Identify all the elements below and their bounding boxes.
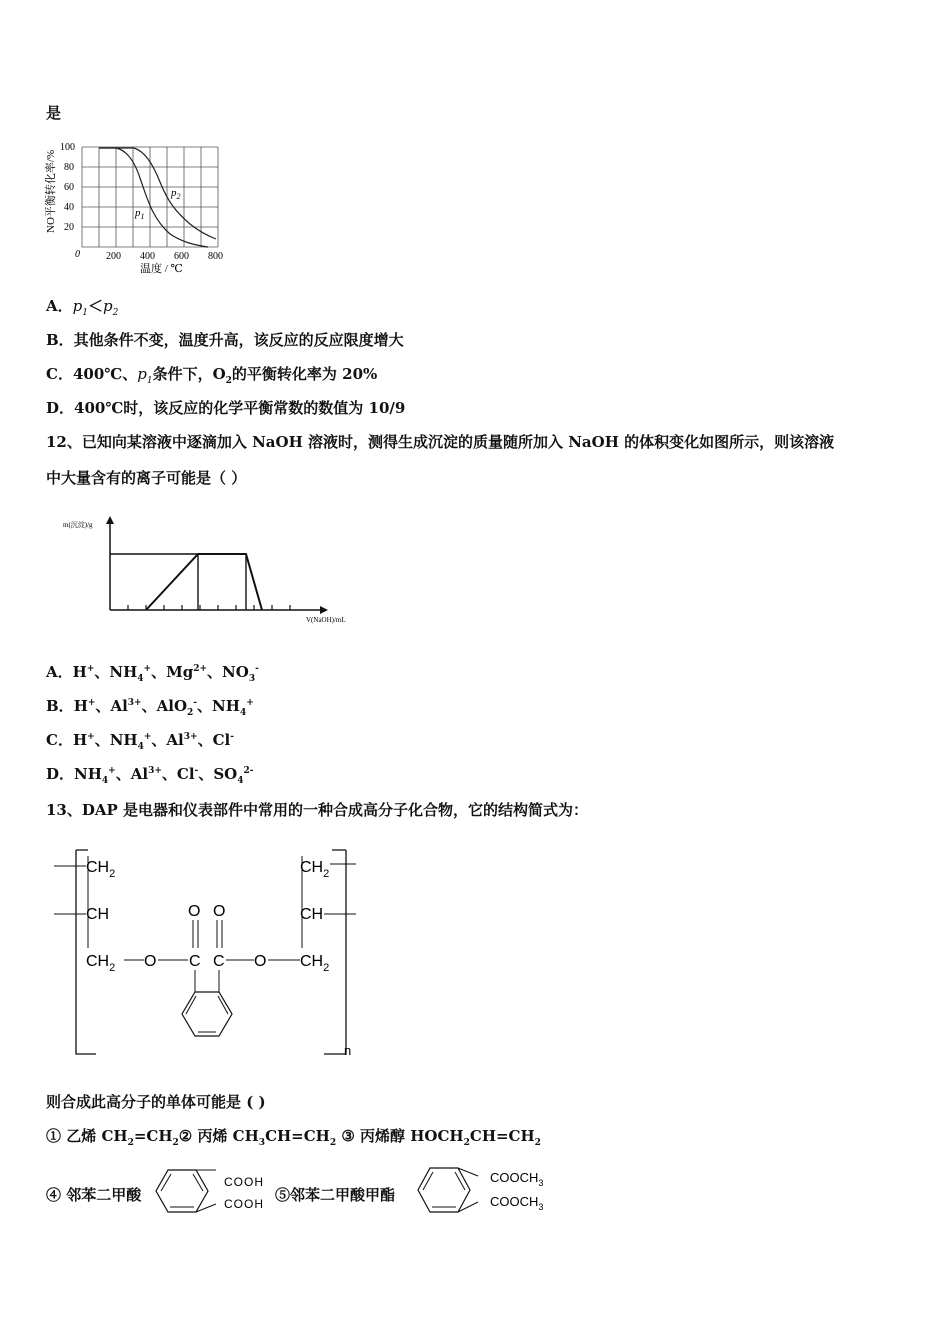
chart2-x-label: V(NaOH)/mL bbox=[306, 616, 346, 624]
q13-stem: 13、DAP 是电器和仪表部件中常用的一种合成高分子化合物，它的结构简式为： bbox=[46, 801, 589, 819]
carbonyl-o-right: O bbox=[213, 903, 226, 920]
x-tick-600: 600 bbox=[174, 251, 189, 262]
x-axis-arrow bbox=[320, 606, 328, 614]
x-tick-200: 200 bbox=[106, 251, 121, 262]
ring4-sub-bond-2 bbox=[196, 1204, 216, 1212]
left-bracket bbox=[76, 850, 96, 1054]
left-ch: CH bbox=[86, 906, 110, 923]
right-bracket bbox=[324, 850, 346, 1054]
ester-o-left: O bbox=[144, 953, 157, 970]
y-tick-40: 40 bbox=[64, 202, 74, 213]
cooh-group-2: COOH bbox=[224, 1197, 264, 1211]
y-tick-80: 80 bbox=[64, 162, 74, 173]
cooch3-group-2: $COOCH_3$ bbox=[490, 1194, 544, 1212]
q13-choices-1-3: ① 乙烯 $CH_2=CH_2②$ 丙烯 $CH_3CH=CH_2$ ③ 丙烯醇 $HOCH_2CH=CH_2$ bbox=[46, 1127, 541, 1148]
y-axis-arrow bbox=[106, 516, 114, 524]
ring5-sub-bond-1 bbox=[458, 1168, 478, 1176]
q11-option-d: D．400℃时，该反应的化学平衡常数的数值为 10/9 bbox=[46, 399, 406, 417]
top-line: 是 bbox=[46, 104, 62, 122]
q11-option-b: B．其他条件不变，温度升高，该反应的反应限度增大 bbox=[46, 331, 404, 349]
curve-p1 bbox=[99, 148, 208, 247]
precipitate-curve bbox=[146, 554, 262, 610]
q13-question: 则合成此高分子的单体可能是 ( ) bbox=[46, 1093, 266, 1111]
repeat-n: n bbox=[344, 1043, 352, 1058]
q11-option-c: C．400℃、$p_1$条件下，$O_2$的平衡转化率为 20% bbox=[46, 365, 378, 386]
q11-option-a: A．$p_1<p_2$ bbox=[46, 297, 119, 318]
chart2-y-label: m(沉淀)/g bbox=[63, 521, 93, 529]
left-ch2-top: $CH_2$ bbox=[86, 859, 116, 880]
dap-structure bbox=[50, 846, 370, 1062]
label-p2: $p_2$ bbox=[171, 187, 181, 201]
ring4-double-3 bbox=[193, 1174, 203, 1191]
dimethyl-phthalate-structure bbox=[414, 1160, 564, 1220]
choice-4-label: ④ 邻苯二甲酸 bbox=[46, 1186, 142, 1204]
left-ch2-bottom: $CH_2$ bbox=[86, 953, 116, 974]
curve-p2 bbox=[99, 148, 216, 239]
y-tick-60: 60 bbox=[64, 182, 74, 193]
chart-x-label: 温度 / ℃ bbox=[140, 263, 183, 275]
q12-stem-line2: 中大量含有的离子可能是（ ） bbox=[46, 469, 247, 487]
q12-option-b: B．H+、$Al^{3+}$、AlO$_2$-、$NH_4^+$ bbox=[46, 697, 254, 718]
q12-stem-line1: 12、已知向某溶液中逐滴加入 NaOH 溶液时，测得生成沉淀的质量随所加入 NaOH 的体积变化如图所示，则该溶液 bbox=[46, 433, 835, 451]
cooch3-group-1: $COOCH_3$ bbox=[490, 1170, 544, 1188]
ring4-double-2 bbox=[161, 1174, 171, 1191]
q12-option-a: A．H+、$NH_4^+$、$Mg^{2+}$、$NO_3^-$ bbox=[46, 663, 259, 684]
x-tick-400: 400 bbox=[140, 251, 155, 262]
q12-option-d: D．$NH_4^+$、$Al^{3+}$、Cl-、$SO_4^{2-}$ bbox=[46, 765, 254, 786]
no-conversion-chart bbox=[44, 138, 244, 278]
x-origin: 0 bbox=[75, 249, 80, 260]
cooh-group-1: COOH bbox=[224, 1175, 264, 1189]
precipitate-chart bbox=[60, 514, 380, 630]
y-tick-100: 100 bbox=[60, 142, 75, 153]
benzene-ring-4 bbox=[156, 1170, 208, 1212]
right-ch2-top: $CH_2$ bbox=[300, 859, 330, 880]
choice-5-label: ⑤邻苯二甲酸甲酯 bbox=[275, 1186, 396, 1204]
ester-o-right: O bbox=[254, 953, 267, 970]
label-p1: $p_1$ bbox=[135, 207, 145, 221]
benzene-ring-5 bbox=[418, 1168, 470, 1212]
y-tick-20: 20 bbox=[64, 222, 74, 233]
q12-option-c: C．H+、$NH_4^+$、$Al^{3+}$、Cl- bbox=[46, 731, 234, 752]
ring5-double-2 bbox=[423, 1172, 433, 1190]
carbonyl-c-left: C bbox=[189, 953, 201, 970]
phthalic-acid-structure bbox=[150, 1166, 272, 1218]
right-ch: CH bbox=[300, 906, 324, 923]
carbonyl-o-left: O bbox=[188, 903, 201, 920]
right-ch2-bottom: $CH_2$ bbox=[300, 953, 330, 974]
carbonyl-c-right: C bbox=[213, 953, 225, 970]
benzene-ring bbox=[182, 992, 232, 1036]
chart-y-label: NO平衡转化率/% bbox=[45, 149, 57, 233]
ring5-double-3 bbox=[455, 1172, 465, 1190]
x-tick-800: 800 bbox=[208, 251, 223, 262]
